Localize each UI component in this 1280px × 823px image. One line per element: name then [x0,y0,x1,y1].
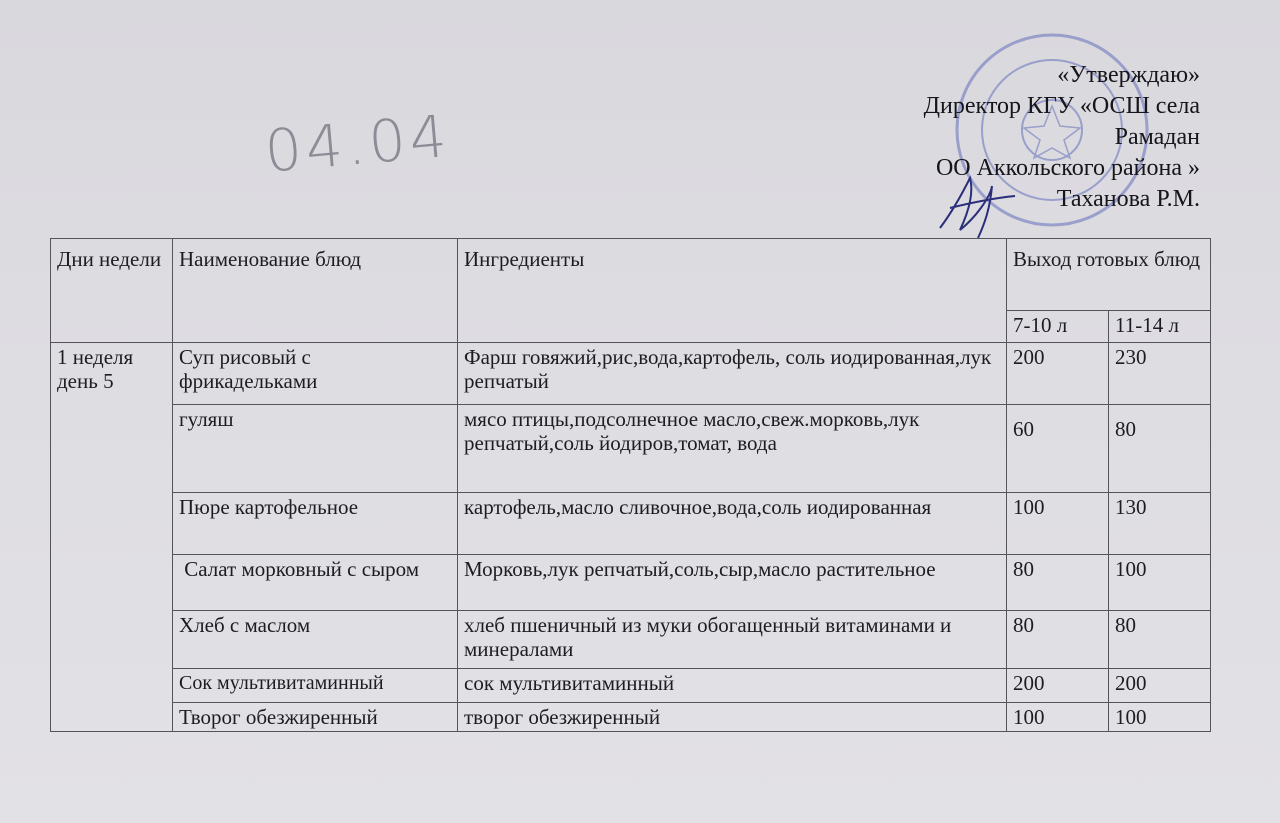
approval-line: Рамадан [1114,124,1200,150]
portion-11-14: 100 [1109,555,1211,611]
dish-name: Творог обезжиренный [173,703,458,732]
approval-line: ОО Аккольского района » [935,155,1200,181]
portion-7-10: 80 [1007,611,1109,669]
header-output: Выход готовых блюд [1007,239,1211,311]
handwritten-date: 04.04 [262,101,454,186]
table-row [51,611,1211,669]
approval-line: Директор КГУ «ОСШ села [923,93,1200,119]
menu-table [50,238,1211,732]
header-age-11-14: 11-14 л [1109,311,1211,343]
portion-7-10: 200 [1007,343,1109,405]
dish-name: Пюре картофельное [173,493,458,555]
approval-block [924,60,1200,215]
table-row [51,493,1211,555]
portion-11-14: 200 [1109,669,1211,703]
portion-7-10: 100 [1007,703,1109,732]
approval-signatory: Таханова Р.М. [1056,186,1200,212]
dish-name: Салат морковный с сыром [173,555,458,611]
header-days: Дни недели [51,239,173,343]
table-row [51,343,1211,405]
dish-name: гуляш [173,405,458,493]
dish-ingredients: хлеб пшеничный из муки обогащенный витаминами и минералами [458,611,1007,669]
dish-ingredients: творог обезжиренный [458,703,1007,732]
dish-name: Хлеб с маслом [173,611,458,669]
portion-7-10: 200 [1007,669,1109,703]
dish-ingredients: Морковь,лук репчатый,соль,сыр,масло растительное [458,555,1007,611]
header-age-7-10: 7-10 л [1007,311,1109,343]
portion-11-14: 80 [1109,611,1211,669]
dish-ingredients: Фарш говяжий,рис,вода,картофель, соль иодированная,лук репчатый [458,343,1007,405]
portion-11-14: 100 [1109,703,1211,732]
dish-ingredients: сок мультивитаминный [458,669,1007,703]
table-row [51,703,1211,732]
day-label: 1 неделя день 5 [51,343,173,732]
dish-name: Сок мультивитаминный [173,669,458,703]
header-dish: Наименование блюд [173,239,458,343]
dish-ingredients: картофель,масло сливочное,вода,соль иодированная [458,493,1007,555]
header-ingredients: Ингредиенты [458,239,1007,343]
table-row [51,405,1211,493]
portion-7-10: 60 [1007,405,1109,493]
portion-11-14: 80 [1109,405,1211,493]
portion-11-14: 230 [1109,343,1211,405]
table-row [51,669,1211,703]
portion-7-10: 80 [1007,555,1109,611]
portion-7-10: 100 [1007,493,1109,555]
dish-ingredients: мясо птицы,подсолнечное масло,свеж.морковь,лук репчатый,соль йодиров,томат, вода [458,405,1007,493]
portion-11-14: 130 [1109,493,1211,555]
approval-line: «Утверждаю» [1057,62,1200,88]
table-row [51,555,1211,611]
dish-name: Суп рисовый с фрикадельками [173,343,458,405]
